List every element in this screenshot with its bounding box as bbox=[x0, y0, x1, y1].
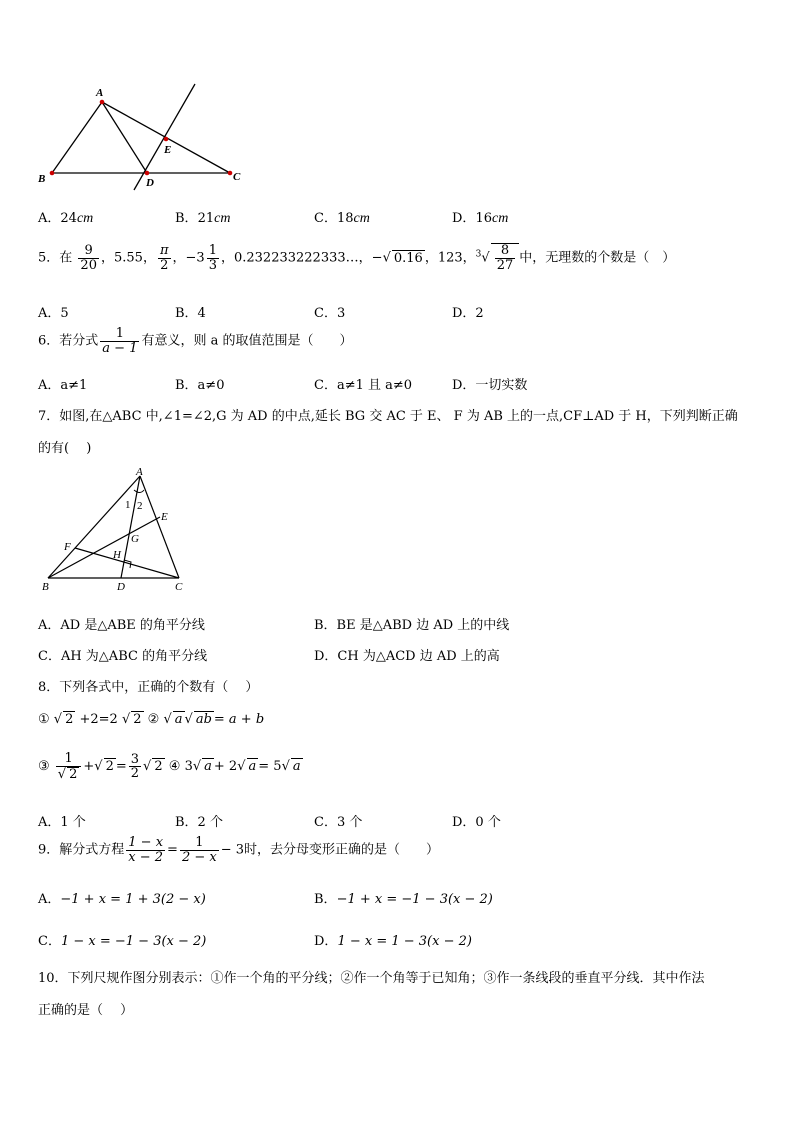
q5-option-d[interactable]: D．2 bbox=[452, 306, 484, 321]
q4-option-c[interactable]: C．18cm bbox=[314, 211, 370, 226]
q9-option-b[interactable]: B．−1 + x = −1 − 3(x − 2) bbox=[314, 892, 493, 907]
q8-option-c[interactable]: C．3 个 bbox=[314, 815, 363, 830]
q5-stem: 5．在 $\frac{9}{20}$ ，5.55， $\frac{\pi}{2}$ ，−3 $\frac{1}{3}$ ，0.232233222333…，−√ 0.16 ，123，$^3$√ $\frac{8}{27}$ 中，无理数的个数是（ ） bbox=[38, 243, 676, 273]
q7-stem-line2: 的有( ) bbox=[38, 441, 92, 456]
label2-D: D bbox=[117, 581, 125, 593]
label2-C: C bbox=[175, 581, 183, 593]
q6-stem: 6．若分式 $\frac{1}{a - 1}$ 有意义，则 a 的取值范围是（ ） bbox=[38, 326, 353, 356]
label2-B: B bbox=[42, 581, 49, 593]
label2-F: F bbox=[64, 541, 71, 553]
q6-option-b[interactable]: B．a≠0 bbox=[175, 378, 225, 393]
label2-A: A bbox=[136, 466, 143, 478]
label2-E: E bbox=[161, 511, 168, 523]
label-B: B bbox=[38, 173, 46, 185]
q7-option-d[interactable]: D．CH 为△ACD 边 AD 上的高 bbox=[314, 649, 500, 664]
q8-option-b[interactable]: B．2 个 bbox=[175, 815, 223, 830]
q10-stem-line2: 正确的是（ ） bbox=[38, 1003, 134, 1018]
triangle-figure-2 bbox=[36, 462, 196, 594]
q5-option-c[interactable]: C．3 bbox=[314, 306, 346, 321]
q9-option-c[interactable]: C．1 − x = −1 − 3(x − 2) bbox=[38, 934, 207, 949]
label-C: C bbox=[233, 171, 241, 183]
q8-expr-1-2: ① √ 2 +2=2 √ 2 ② √ a √ ab = a + b bbox=[38, 712, 265, 727]
q8-expr-3-4: ③ $\frac{1}{√ 2}$ +√ 2 = $\frac{3}{2}$ √ 2 ④ 3√ a + 2√ a = 5√ a bbox=[38, 751, 301, 782]
q8-option-d[interactable]: D．0 个 bbox=[452, 815, 501, 830]
q7-option-c[interactable]: C．AH 为△ABC 的角平分线 bbox=[38, 649, 208, 664]
q7-stem-line1: 7．如图,在△ABC 中,∠1=∠2,G 为 AD 的中点,延长 BG 交 AC 于 E、 F 为 AB 上的一点,CF⊥AD 于 H，下列判断正确 bbox=[38, 409, 738, 424]
label2-H: H bbox=[113, 549, 121, 561]
q4-option-a[interactable]: A．24cm bbox=[38, 211, 94, 226]
q8-stem: 8．下列各式中，正确的个数有（ ） bbox=[38, 680, 259, 695]
q6-option-d[interactable]: D．一切实数 bbox=[452, 378, 528, 393]
label-D: D bbox=[146, 177, 154, 189]
q7-option-a[interactable]: A．AD 是△ABE 的角平分线 bbox=[38, 618, 205, 633]
q9-stem: 9．解分式方程 $\frac{1 - x}{x - 2}$ = $\frac{1}{2 - x}$ − 3时，去分母变形正确的是（ ） bbox=[38, 835, 440, 865]
label-A: A bbox=[96, 87, 104, 99]
q9-option-a[interactable]: A．−1 + x = 1 + 3(2 − x) bbox=[38, 892, 206, 907]
q6-option-a[interactable]: A．a≠1 bbox=[38, 378, 88, 393]
label-E: E bbox=[164, 144, 172, 156]
q5-option-b[interactable]: B．4 bbox=[175, 306, 206, 321]
triangle-figure-1 bbox=[30, 82, 260, 194]
label2-angle1: 1 bbox=[125, 499, 131, 511]
q6-option-c[interactable]: C．a≠1 且 a≠0 bbox=[314, 378, 413, 393]
q4-option-d[interactable]: D．16cm bbox=[452, 211, 509, 226]
q8-option-a[interactable]: A．1 个 bbox=[38, 815, 86, 830]
q4-option-b[interactable]: B．21cm bbox=[175, 211, 231, 226]
q10-stem-line1: 10．下列尺规作图分别表示：①作一个角的平分线；②作一个角等于已知角；③作一条线段的垂直平分线．其中作法 bbox=[38, 971, 705, 986]
label2-G: G bbox=[131, 533, 139, 545]
q7-option-b[interactable]: B．BE 是△ABD 边 AD 上的中线 bbox=[314, 618, 510, 633]
label2-angle2: 2 bbox=[137, 500, 143, 512]
q9-option-d[interactable]: D．1 − x = 1 − 3(x − 2) bbox=[314, 934, 472, 949]
q5-option-a[interactable]: A．5 bbox=[38, 306, 69, 321]
